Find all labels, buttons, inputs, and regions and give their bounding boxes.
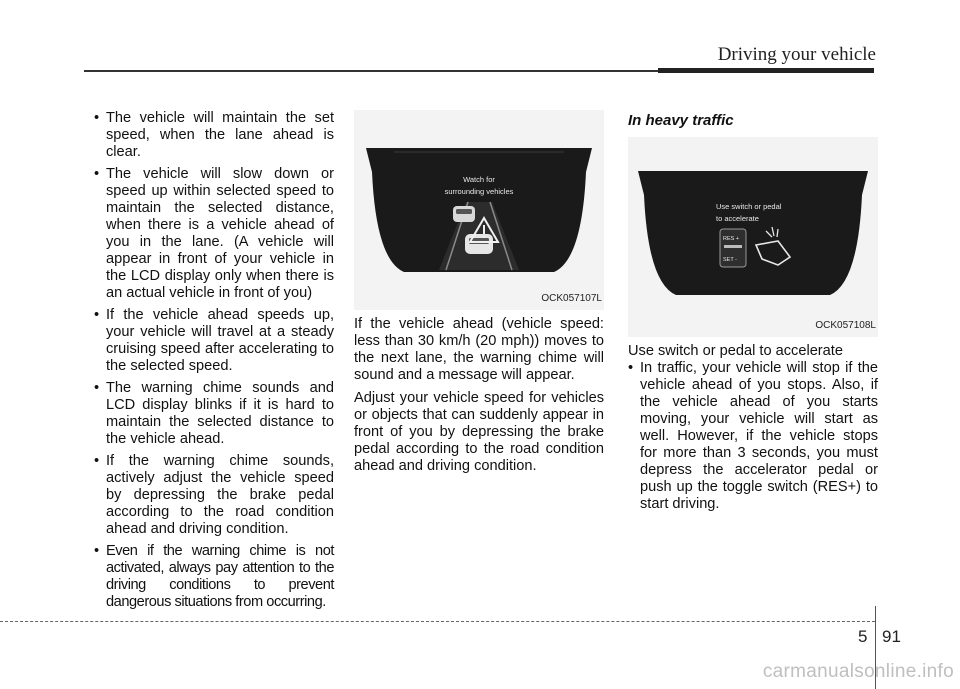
bullet-item: • The vehicle will maintain the set speed, when the lane ahead is clear. <box>94 110 334 161</box>
figure-caption: OCK057108L <box>815 320 876 331</box>
cluster-display-illustration <box>354 110 604 310</box>
bullet-item: • In traffic, your vehicle will stop if the vehicle ahead of you stops. Also, if the vehicle ahead of you starts moving, your vehicle will start as well. However, if the vehicle stops for more than 3 seconds, you must depress the accelerator pedal or push up the toggle switch (RES+) to start driving. <box>628 360 878 513</box>
figure-caption: OCK057107L <box>541 293 602 304</box>
res-button-label: RES + <box>723 236 740 242</box>
header-rule-accent <box>658 68 874 73</box>
bullet-item: • If the vehicle ahead speeds up, your vehicle will travel at a steady cruising speed after accelerating to the selected speed. <box>94 307 334 375</box>
bullet-item: • If the warning chime sounds, actively adjust the vehicle speed by depressing the brake pedal according to the road condition ahead and driving condition. <box>94 453 334 538</box>
figure-cluster-accelerate <box>628 137 878 337</box>
column-2 <box>354 110 604 475</box>
chapter-number: 5 <box>858 627 868 646</box>
bullet-list <box>94 110 334 611</box>
toggle-switch-icon <box>720 229 746 267</box>
bullet-item: • The vehicle will slow down or speed up within selected speed to maintain the selected distance, when there is a vehicle ahead of you in the lane. (A vehicle will appear in front of your vehicle in the LCD display only when there is an actual vehicle in front of you) <box>94 166 334 302</box>
column-1 <box>94 110 334 616</box>
bullet-item: • Even if the warning chime is not activated, always pay attention to the driving conditions to prevent dangerous situations from occurring. <box>94 543 334 611</box>
bullet-list <box>628 360 878 513</box>
figure-cluster-warning <box>354 110 604 310</box>
watermark: carmanualsonline.info <box>762 661 954 682</box>
own-vehicle-icon <box>465 234 493 254</box>
section-heading: In heavy traffic <box>628 112 734 129</box>
cluster-display-illustration <box>628 137 878 337</box>
bullet-item: • The warning chime sounds and LCD display blinks if it is hard to maintain the selected distance to the vehicle ahead. <box>94 380 334 448</box>
paragraph: Use switch or pedal to accelerate <box>628 343 843 359</box>
footer-rule <box>0 621 875 622</box>
display-message-line-1: Use switch or pedal <box>716 202 782 211</box>
display-message-line-1: Watch for <box>463 175 495 184</box>
paragraph: Adjust your vehicle speed for vehicles or objects that can suddenly appear in front of you by depressing the brake pedal according to the road condition ahead and driving condition. <box>354 390 604 474</box>
display-message-line-2: surrounding vehicles <box>444 187 514 196</box>
page-header-title: Driving your vehicle <box>717 44 876 65</box>
page-number: 91 <box>882 627 901 646</box>
column-3 <box>628 110 878 518</box>
lead-vehicle-icon <box>453 206 475 222</box>
display-message-line-2: to accelerate <box>716 214 759 223</box>
set-button-label: SET - <box>723 257 737 263</box>
paragraph: If the vehicle ahead (vehicle speed: less than 30 km/h (20 mph)) moves to the next lane, the warning chime will sound and a message will appear. <box>354 316 604 383</box>
